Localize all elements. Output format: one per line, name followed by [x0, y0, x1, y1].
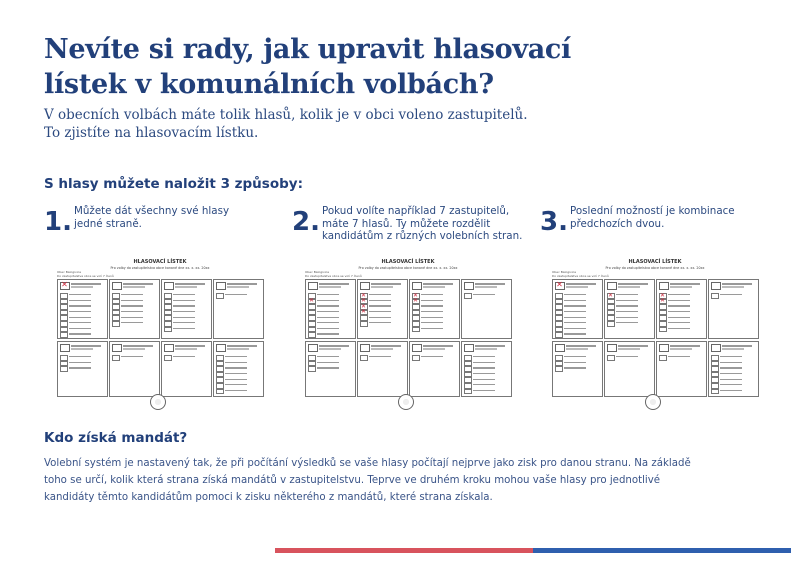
candidate-name-line: [121, 311, 143, 312]
candidate-name-line: [69, 367, 91, 368]
party-checkbox: [607, 344, 617, 352]
candidate-name-line: [616, 294, 638, 295]
candidate-checkbox: [607, 321, 615, 327]
candidate-name-line: [173, 300, 195, 301]
ballot-x-mark: ✕: [360, 308, 367, 316]
candidate-name-line: [317, 328, 339, 329]
ballot-example-2: [303, 257, 513, 412]
candidate-checkbox: [711, 293, 719, 299]
candidate-name-line: [564, 362, 586, 363]
party-name-line: [618, 348, 640, 350]
party-checkbox: [412, 344, 422, 352]
party-checkbox: [308, 282, 318, 290]
intro-text: [44, 106, 604, 142]
candidate-name-line: [173, 328, 195, 329]
candidate-checkbox: [659, 355, 667, 361]
candidate-name-line: [69, 300, 91, 301]
ballot-party-panel: [461, 279, 512, 339]
candidate-checkbox: [60, 366, 68, 372]
candidate-name-line: [668, 294, 690, 295]
ballot-party-panel: [409, 341, 460, 397]
party-name-line: [722, 348, 744, 350]
party-name-line: [123, 286, 145, 288]
ballot-party-panel: [109, 341, 160, 397]
candidate-name-line: [69, 362, 91, 363]
party-name-line: [123, 348, 145, 350]
party-name-line: [71, 283, 101, 285]
party-name-line: [722, 283, 752, 285]
step-text-line: kandidátům z různých volebních stran.: [322, 230, 523, 242]
candidate-name-line: [369, 300, 391, 301]
party-name-line: [371, 283, 401, 285]
candidate-checkbox: [308, 366, 316, 372]
candidate-checkbox: [412, 355, 420, 361]
candidate-checkbox: [164, 327, 172, 333]
candidate-name-line: [369, 317, 391, 318]
party-name-line: [175, 283, 205, 285]
candidate-checkbox: [464, 293, 472, 299]
step-text-line: Pokud volíte například 7 zastupitelů,: [322, 205, 510, 217]
party-name-line: [475, 345, 505, 347]
mandate-line: kandidáty těmto kandidátům pomoci k zisku některého z mandátů, které strana získala.: [44, 492, 493, 503]
candidate-name-line: [225, 384, 247, 385]
footer-bar-blue: [533, 548, 791, 553]
ballot-party-panel: [357, 341, 408, 397]
candidate-name-line: [69, 322, 91, 323]
party-checkbox: [216, 344, 226, 352]
candidate-name-line: [173, 356, 195, 357]
party-checkbox: [112, 282, 122, 290]
ballot-x-mark: ✕: [607, 291, 614, 299]
ballot-seal-icon: [645, 394, 661, 410]
candidate-name-line: [564, 322, 586, 323]
candidate-name-line: [564, 305, 586, 306]
ballot-x-mark: ✕: [412, 297, 419, 305]
party-name-line: [227, 345, 257, 347]
candidate-checkbox: [308, 332, 316, 338]
candidate-name-line: [473, 356, 495, 357]
mandate-text: [44, 455, 704, 506]
party-name-line: [123, 345, 153, 347]
party-name-line: [475, 283, 505, 285]
party-name-line: [319, 345, 349, 347]
candidate-name-line: [317, 362, 339, 363]
candidate-name-line: [668, 300, 690, 301]
candidate-name-line: [668, 305, 690, 306]
candidate-name-line: [369, 294, 391, 295]
ballot-x-mark: ✕: [412, 291, 419, 299]
candidate-name-line: [369, 356, 391, 357]
candidate-name-line: [473, 362, 495, 363]
ballot-x-mark: ✕: [61, 280, 68, 289]
party-checkbox: [164, 344, 174, 352]
candidate-name-line: [720, 390, 742, 391]
candidate-name-line: [317, 322, 339, 323]
party-checkbox: [60, 344, 70, 352]
mandate-heading: Kdo získá mandát?: [44, 430, 188, 446]
candidate-name-line: [720, 362, 742, 363]
candidate-name-line: [668, 328, 690, 329]
party-name-line: [319, 283, 349, 285]
candidate-name-line: [421, 305, 443, 306]
candidate-name-line: [317, 317, 339, 318]
candidate-name-line: [668, 311, 690, 312]
candidate-checkbox: [112, 321, 120, 327]
candidate-checkbox: [112, 355, 120, 361]
candidate-name-line: [564, 311, 586, 312]
candidate-name-line: [225, 367, 247, 368]
ballot-party-panel: [161, 279, 212, 339]
party-checkbox: [308, 344, 318, 352]
candidate-checkbox: [555, 366, 563, 372]
candidate-name-line: [173, 294, 195, 295]
step-1: [44, 205, 229, 235]
ballot-example-1: [55, 257, 265, 412]
ballot-party-panel: [57, 279, 108, 339]
candidate-checkbox: [216, 389, 224, 395]
party-checkbox: [412, 282, 422, 290]
step-text: [570, 205, 735, 230]
candidate-name-line: [720, 373, 742, 374]
ballot-party-panel: [357, 279, 408, 339]
step-text-line: Poslední možností je kombinace: [570, 205, 735, 217]
candidate-checkbox: [711, 389, 719, 395]
candidate-name-line: [421, 317, 443, 318]
party-checkbox: [360, 344, 370, 352]
party-name-line: [618, 283, 648, 285]
candidate-name-line: [616, 305, 638, 306]
step-3: [540, 205, 735, 235]
candidate-name-line: [225, 294, 247, 295]
candidate-name-line: [616, 356, 638, 357]
candidate-checkbox: [464, 389, 472, 395]
candidate-name-line: [121, 317, 143, 318]
ballot-party-panel: [305, 341, 356, 397]
party-name-line: [566, 283, 596, 285]
party-checkbox: [711, 344, 721, 352]
ballot-subtitle: Pro volby do zastupitelstva obce konané dne xx. x. xx. 20xx: [358, 266, 458, 270]
ballot-party-panel: [305, 279, 356, 339]
candidate-name-line: [225, 356, 247, 357]
candidate-name-line: [421, 322, 443, 323]
candidate-name-line: [317, 367, 339, 368]
ballot-party-panel: [708, 279, 759, 339]
party-name-line: [566, 348, 588, 350]
candidate-name-line: [421, 294, 443, 295]
title-line: lístek v komunálních volbách?: [44, 69, 494, 100]
candidate-name-line: [173, 305, 195, 306]
ballot-party-panel: [656, 279, 707, 339]
candidate-name-line: [121, 305, 143, 306]
candidate-name-line: [317, 356, 339, 357]
ballot-header-line: Do zastupitelstva obce se volí 7 členů: [552, 274, 609, 278]
candidate-name-line: [317, 333, 339, 334]
party-name-line: [175, 345, 205, 347]
candidate-name-line: [121, 300, 143, 301]
ballot-seal-icon: [398, 394, 414, 410]
party-checkbox: [112, 344, 122, 352]
candidate-name-line: [564, 367, 586, 368]
party-name-line: [618, 345, 648, 347]
candidate-name-line: [720, 384, 742, 385]
ballot-header: [305, 270, 362, 278]
party-name-line: [618, 286, 640, 288]
ballot-example-3: [550, 257, 760, 412]
ballot-party-panel: [213, 341, 264, 397]
candidate-name-line: [720, 379, 742, 380]
ballot-x-mark: ✕: [308, 297, 315, 305]
ballot-party-panel: [552, 341, 603, 397]
party-checkbox: [659, 344, 669, 352]
party-name-line: [227, 348, 249, 350]
party-name-line: [475, 286, 497, 288]
candidate-name-line: [421, 300, 443, 301]
party-checkbox: [216, 282, 226, 290]
ballot-header: [57, 270, 114, 278]
candidate-name-line: [720, 367, 742, 368]
candidate-name-line: [473, 384, 495, 385]
party-name-line: [566, 345, 596, 347]
ballot-title: HLASOVACÍ LÍSTEK: [133, 259, 187, 265]
party-name-line: [423, 348, 445, 350]
ballot-x-mark: ✕: [360, 291, 367, 299]
ballot-x-mark: ✕: [360, 297, 367, 305]
party-name-line: [319, 348, 341, 350]
party-name-line: [227, 283, 257, 285]
candidate-name-line: [421, 328, 443, 329]
candidate-name-line: [317, 300, 339, 301]
candidate-name-line: [616, 300, 638, 301]
ballot-header-line: Obec Balogivice: [305, 270, 330, 274]
candidate-name-line: [225, 373, 247, 374]
step-text: [74, 205, 229, 230]
ballot-x-mark: ✕: [659, 297, 666, 305]
step-number: 1.: [44, 207, 72, 237]
party-checkbox: [659, 282, 669, 290]
candidate-name-line: [369, 311, 391, 312]
party-name-line: [670, 345, 700, 347]
party-name-line: [319, 286, 341, 288]
ballot-party-panel: [161, 341, 212, 397]
candidate-name-line: [564, 317, 586, 318]
candidate-name-line: [69, 311, 91, 312]
ballot-title: HLASOVACÍ LÍSTEK: [628, 259, 682, 265]
party-name-line: [371, 286, 393, 288]
ways-heading: S hlasy můžete naložit 3 způsoby:: [44, 176, 303, 192]
candidate-checkbox: [555, 332, 563, 338]
candidate-name-line: [473, 367, 495, 368]
step-number: 2.: [292, 207, 320, 237]
ballot-header-line: Obec Balogivice: [552, 270, 577, 274]
party-name-line: [670, 283, 700, 285]
intro-line: To zjistíte na hlasovacím lístku.: [44, 125, 259, 141]
candidate-name-line: [720, 294, 742, 295]
ballot-party-panel: [656, 341, 707, 397]
candidate-name-line: [121, 294, 143, 295]
candidate-name-line: [564, 333, 586, 334]
ballot-header-line: Do zastupitelstva obce se volí 7 členů: [305, 274, 362, 278]
intro-line: V obecních volbách máte tolik hlasů, kolik je v obci voleno zastupitelů.: [44, 107, 528, 123]
step-text-line: Můžete dát všechny své hlasy: [74, 205, 230, 217]
candidate-name-line: [121, 322, 143, 323]
candidate-checkbox: [60, 332, 68, 338]
step-2: [292, 205, 522, 243]
candidate-name-line: [317, 311, 339, 312]
step-text-line: máte 7 hlasů. Ty můžete rozdělit: [322, 217, 491, 230]
candidate-name-line: [668, 322, 690, 323]
step-text-line: předchozích dvou.: [570, 217, 665, 230]
party-name-line: [423, 286, 445, 288]
ballot-party-panel: [57, 341, 108, 397]
ballot-x-mark: ✕: [556, 280, 563, 289]
candidate-name-line: [69, 294, 91, 295]
candidate-checkbox: [607, 355, 615, 361]
candidate-name-line: [720, 356, 742, 357]
candidate-checkbox: [164, 355, 172, 361]
party-checkbox: [464, 344, 474, 352]
ballot-header: [552, 270, 609, 278]
candidate-checkbox: [360, 321, 368, 327]
candidate-name-line: [473, 294, 495, 295]
page-title: [44, 32, 604, 102]
candidate-name-line: [69, 305, 91, 306]
party-checkbox: [464, 282, 474, 290]
title-line: Nevíte si rady, jak upravit hlasovací: [44, 34, 572, 65]
ballot-subtitle: Pro volby do zastupitelstva obce konané dne xx. x. xx. 20xx: [110, 266, 210, 270]
candidate-name-line: [225, 390, 247, 391]
party-checkbox: [360, 282, 370, 290]
party-name-line: [566, 286, 588, 288]
candidate-name-line: [225, 362, 247, 363]
party-name-line: [71, 286, 93, 288]
candidate-name-line: [173, 317, 195, 318]
candidate-name-line: [473, 379, 495, 380]
candidate-name-line: [564, 356, 586, 357]
party-name-line: [423, 283, 453, 285]
step-number: 3.: [540, 207, 568, 237]
party-name-line: [175, 286, 197, 288]
candidate-checkbox: [216, 293, 224, 299]
step-text-line: jedné straně.: [74, 217, 142, 230]
ballot-subtitle: Pro volby do zastupitelstva obce konané dne xx. x. xx. 20xx: [605, 266, 705, 270]
candidate-name-line: [616, 322, 638, 323]
ballot-party-panel: [604, 279, 655, 339]
party-name-line: [670, 348, 692, 350]
candidate-name-line: [564, 294, 586, 295]
ballot-party-panel: [213, 279, 264, 339]
step-text: [322, 205, 522, 243]
candidate-name-line: [421, 356, 443, 357]
party-name-line: [71, 345, 101, 347]
party-name-line: [475, 348, 497, 350]
candidate-name-line: [369, 305, 391, 306]
party-name-line: [722, 345, 752, 347]
candidate-name-line: [369, 322, 391, 323]
party-name-line: [371, 348, 393, 350]
ballot-party-panel: [552, 279, 603, 339]
candidate-name-line: [668, 356, 690, 357]
mandate-line: toho se určí, kolik která strana získá mandátů v zastupitelstvu. Teprve ve druhém kroku mohou vaše hlasy pro jednotlivé: [44, 475, 661, 486]
party-name-line: [371, 345, 401, 347]
candidate-name-line: [121, 356, 143, 357]
candidate-name-line: [173, 311, 195, 312]
party-name-line: [670, 286, 692, 288]
candidate-name-line: [225, 379, 247, 380]
ballot-seal-icon: [150, 394, 166, 410]
ballot-party-panel: [461, 341, 512, 397]
party-name-line: [227, 286, 249, 288]
candidate-checkbox: [412, 327, 420, 333]
candidate-name-line: [69, 333, 91, 334]
party-checkbox: [555, 344, 565, 352]
ballot-party-panel: [708, 341, 759, 397]
party-name-line: [423, 345, 453, 347]
candidate-name-line: [473, 390, 495, 391]
candidate-name-line: [69, 356, 91, 357]
candidate-name-line: [317, 294, 339, 295]
candidate-name-line: [69, 328, 91, 329]
ballot-party-panel: [109, 279, 160, 339]
mandate-line: Volební systém je nastavený tak, že při počítání výsledků se vaše hlasy počítají nejprve jako zisk pro danou stranu. Na základě: [44, 458, 691, 469]
candidate-name-line: [69, 317, 91, 318]
party-checkbox: [164, 282, 174, 290]
party-name-line: [123, 283, 153, 285]
party-checkbox: [607, 282, 617, 290]
candidate-name-line: [668, 317, 690, 318]
candidate-name-line: [616, 311, 638, 312]
ballot-x-mark: ✕: [659, 291, 666, 299]
candidate-name-line: [564, 328, 586, 329]
ballot-party-panel: [604, 341, 655, 397]
ballot-party-panel: [409, 279, 460, 339]
candidate-name-line: [564, 300, 586, 301]
ballot-x-mark: ✕: [360, 302, 367, 310]
candidate-name-line: [473, 373, 495, 374]
ballot-title: HLASOVACÍ LÍSTEK: [381, 259, 435, 265]
party-checkbox: [711, 282, 721, 290]
footer-bar-red: [275, 548, 533, 553]
candidate-name-line: [173, 322, 195, 323]
candidate-checkbox: [659, 327, 667, 333]
party-name-line: [71, 348, 93, 350]
candidate-name-line: [317, 305, 339, 306]
candidate-name-line: [421, 311, 443, 312]
ballot-header-line: Obec Balogivice: [57, 270, 82, 274]
candidate-name-line: [616, 317, 638, 318]
ballot-header-line: Do zastupitelstva obce se volí 7 členů: [57, 274, 114, 278]
party-name-line: [722, 286, 744, 288]
candidate-checkbox: [360, 355, 368, 361]
party-name-line: [175, 348, 197, 350]
